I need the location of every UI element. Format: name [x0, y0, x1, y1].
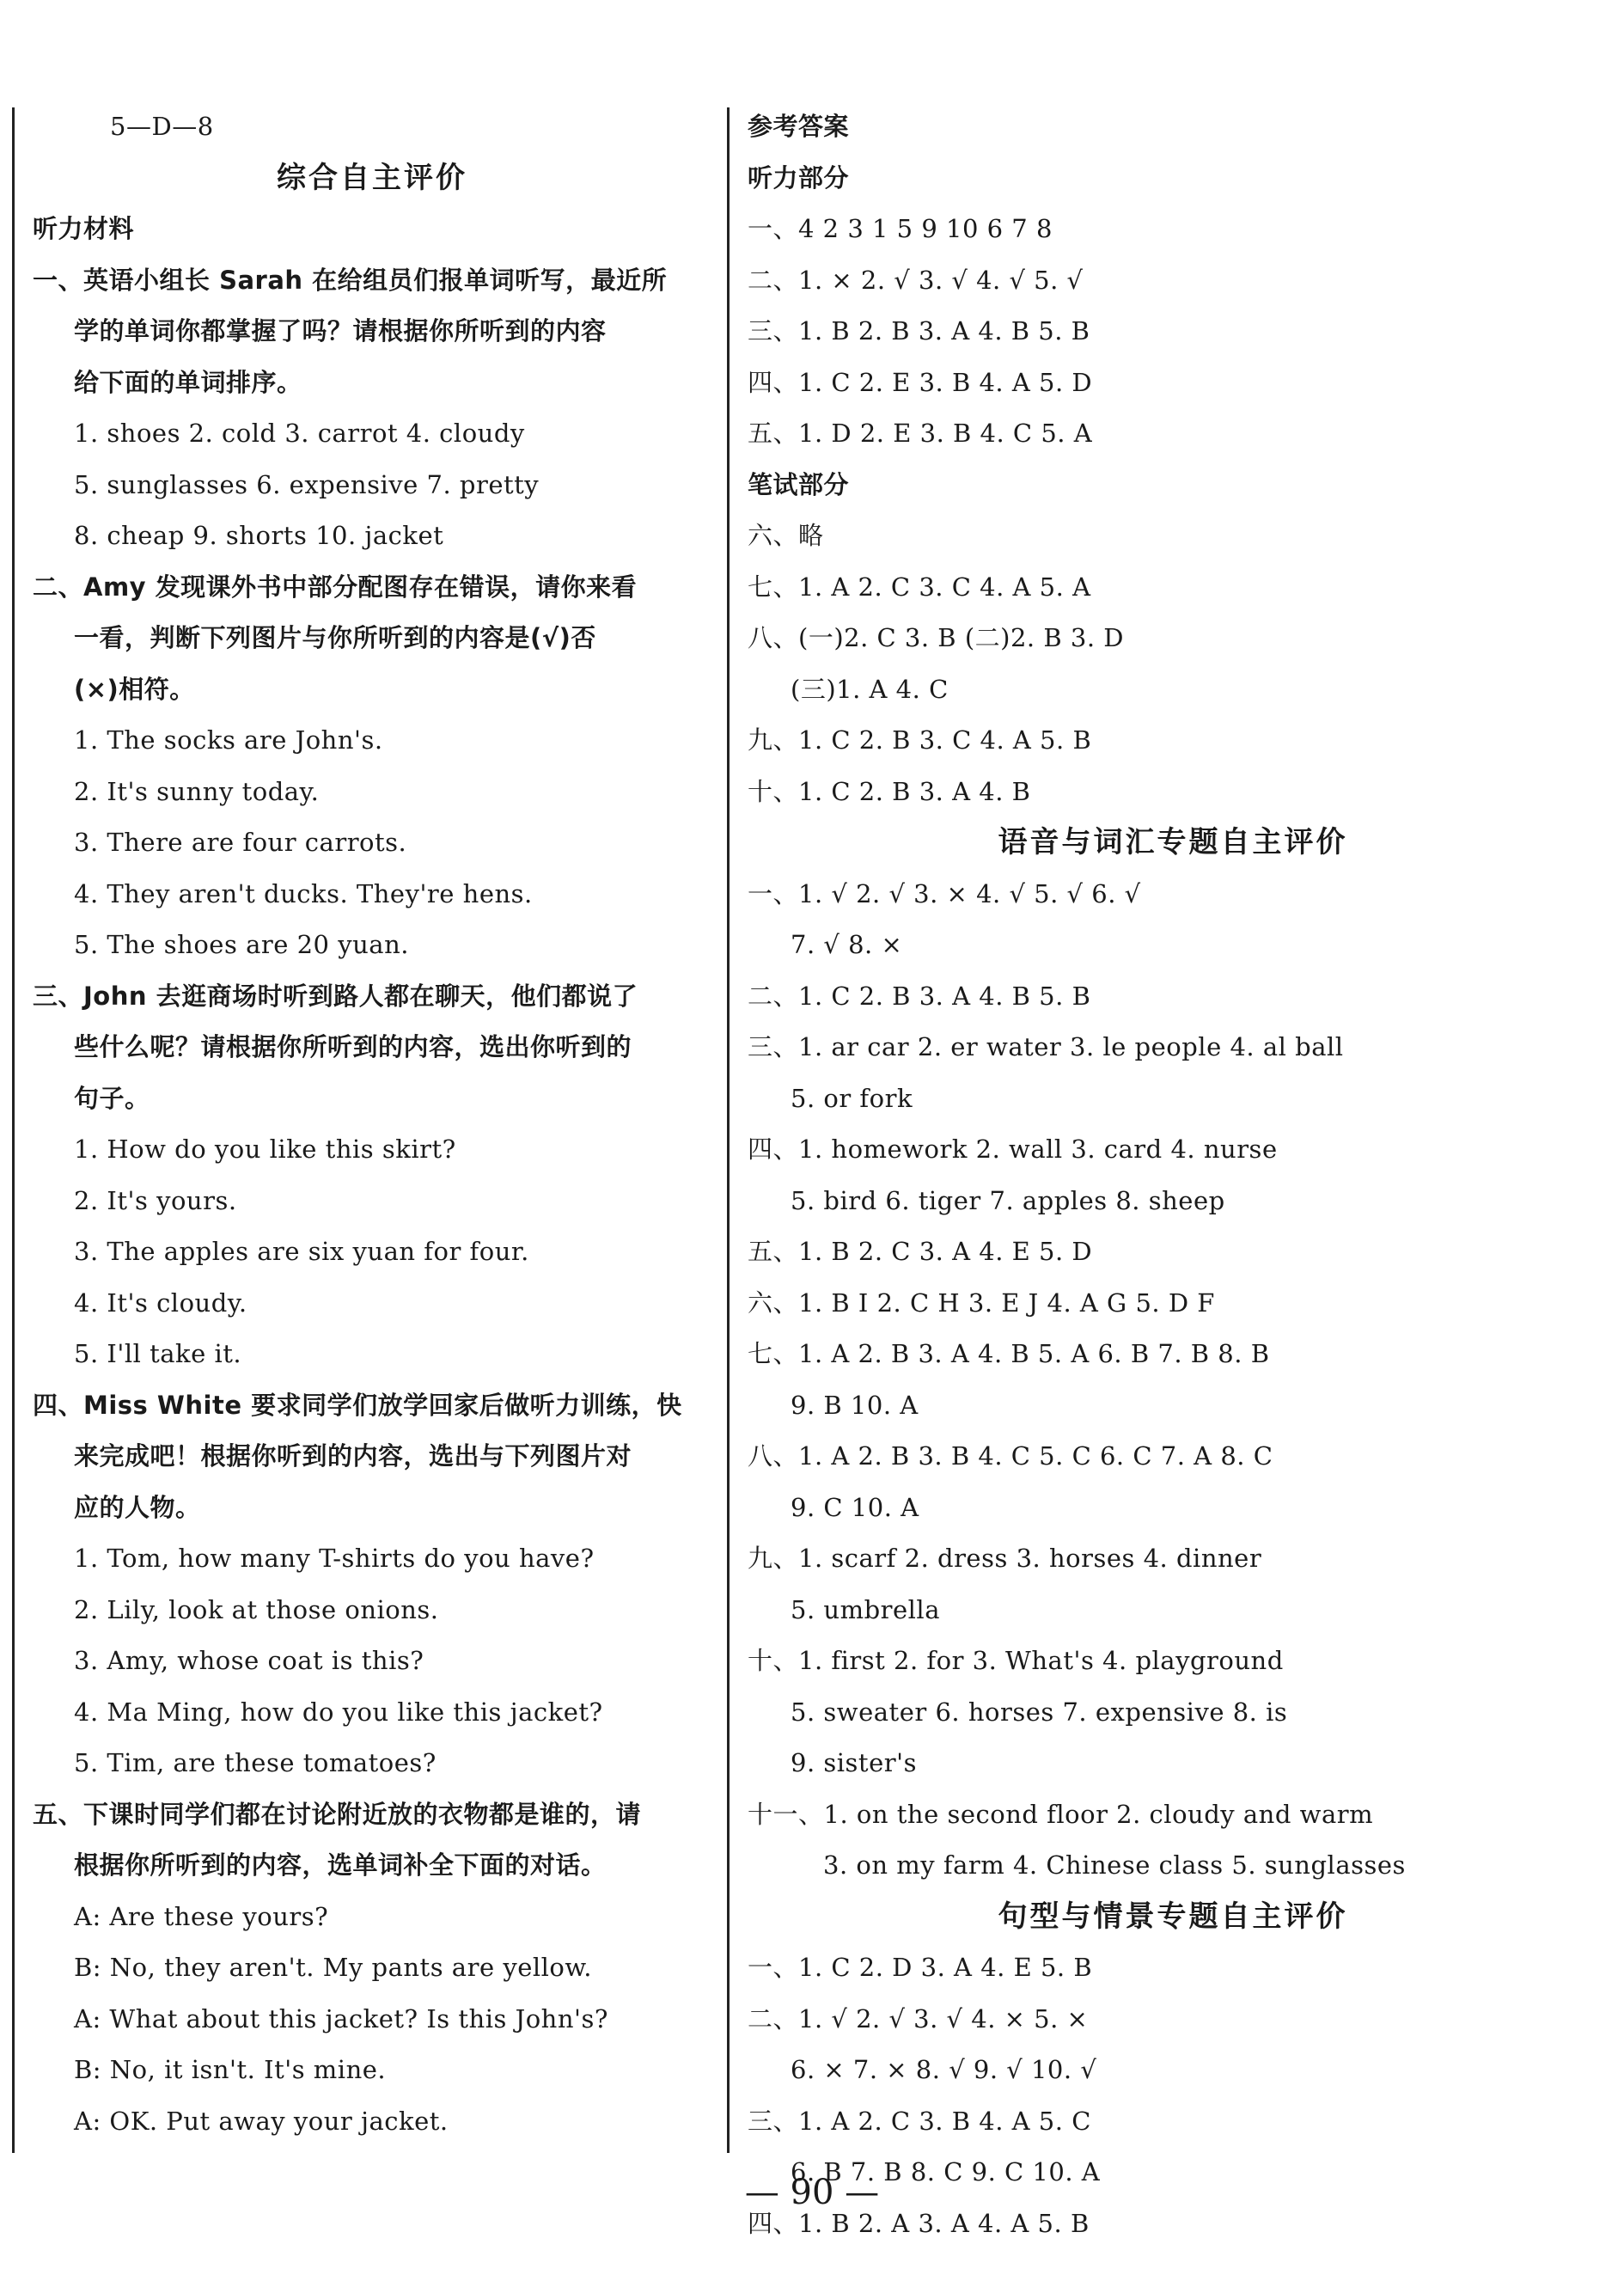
answer-line: 十、1. C 2. B 3. A 4. B	[748, 776, 1031, 806]
answer-line: 八、1. A 2. B 3. B 4. C 5. C 6. C 7. A 8. C	[748, 1441, 1273, 1471]
answer-line: 一、1. √ 2. √ 3. × 4. √ 5. √ 6. √	[748, 878, 1141, 908]
content-line: 2. It's yours.	[74, 1185, 237, 1215]
left-column	[33, 101, 711, 2147]
content-line: B: No, they aren't. My pants are yellow.	[74, 1953, 592, 1982]
answer-line: 三、1. ar car 2. er water 3. le people 4. al ball	[748, 1032, 1344, 1061]
content-line: 1. How do you like this skirt?	[74, 1134, 456, 1164]
answer-line: 八、(一)2. C 3. B (二)2. B 3. D	[748, 623, 1125, 652]
content-line: 7. √ 8. ×	[791, 930, 903, 959]
content-line: 4. Ma Ming, how do you like this jacket?	[74, 1697, 603, 1727]
question-heading: 一、英语小组长 Sarah 在给组员们报单词听写，最近所	[33, 265, 668, 295]
content-line: 1. shoes 2. cold 3. carrot 4. cloudy	[74, 419, 525, 448]
answer-line: 五、1. D 2. E 3. B 4. C 5. A	[748, 419, 1093, 448]
answer-line: 五、1. B 2. C 3. A 4. E 5. D	[748, 1237, 1093, 1266]
question-heading: 听力材料	[33, 214, 135, 243]
content-line: 6. × 7. × 8. √ 9. √ 10. √	[791, 2055, 1097, 2084]
question-heading: 笔试部分	[748, 469, 850, 499]
question-heading-cont: 给下面的单词排序。	[74, 367, 302, 397]
question-heading: 听力部分	[748, 162, 850, 193]
content-line: 5. The shoes are 20 yuan.	[74, 930, 409, 959]
content-line: 3. on my farm 4. Chinese class 5. sunglasses	[823, 1850, 1406, 1880]
question-heading-cont: 些什么呢？请根据你所听到的内容，选出你听到的	[74, 1032, 632, 1061]
content-line: 9. B 10. A	[791, 1390, 919, 1420]
content-line: A: What about this jacket? Is this John's?	[74, 2003, 608, 2033]
left-border-rule	[12, 107, 15, 2153]
answer-line: 二、1. × 2. √ 3. √ 4. √ 5. √	[748, 265, 1084, 295]
question-heading-cont: 学的单词你都掌握了吗？请根据你所听到的内容	[74, 316, 607, 346]
content-line: 5. Tim, are these tomatoes?	[74, 1748, 437, 1777]
content-line: 5. I'll take it.	[74, 1339, 242, 1368]
content-line: 2. Lily, look at those onions.	[74, 1594, 439, 1624]
content-line: A: Are these yours?	[74, 1901, 329, 1931]
content-line: 3. The apples are six yuan for four.	[74, 1237, 529, 1266]
question-heading-cont: 一看，判断下列图片与你所听到的内容是(√)否	[74, 623, 596, 652]
content-line: B: No, it isn't. It's mine.	[74, 2055, 387, 2084]
question-heading: 五、下课时同学们都在讨论附近放的衣物都是谁的，请	[33, 1799, 642, 1829]
section-heading: 综合自主评价	[277, 160, 467, 195]
answer-line: 六、1. B I 2. C H 3. E J 4. A G 5. D F	[748, 1287, 1215, 1318]
content-line: 9. sister's	[791, 1748, 917, 1777]
page-number: — 90 —	[744, 2173, 880, 2212]
question-heading-cont: 来完成吧！根据你听到的内容，选出与下列图片对	[74, 1441, 632, 1471]
content-line: 5. sweater 6. horses 7. expensive 8. is	[791, 1697, 1288, 1727]
content-line: A: OK. Put away your jacket.	[74, 2106, 449, 2136]
answer-line: 三、1. A 2. C 3. B 4. A 5. C	[748, 2106, 1091, 2136]
answer-line: 七、1. A 2. C 3. C 4. A 5. A	[748, 572, 1091, 602]
question-heading-cont: (×)相符。	[74, 674, 195, 704]
content-line: 3. There are four carrots.	[74, 828, 407, 857]
answer-line: 十、1. first 2. for 3. What's 4. playground	[748, 1646, 1284, 1675]
content-line: 3. Amy, whose coat is this?	[74, 1646, 424, 1675]
content-line: 2. It's sunny today.	[74, 776, 320, 806]
content-line: 6. B 7. B 8. C 9. C 10. A	[791, 2157, 1101, 2186]
content-line: 5. sunglasses 6. expensive 7. pretty	[74, 469, 540, 499]
question-heading: 参考答案	[748, 112, 850, 141]
content-line: 4. They aren't ducks. They're hens.	[74, 878, 533, 908]
question-heading: 三、John 去逛商场时听到路人都在聊天，他们都说了	[33, 981, 638, 1011]
answer-line: 四、1. C 2. E 3. B 4. A 5. D	[748, 367, 1093, 397]
answer-line: 九、1. scarf 2. dress 3. horses 4. dinner	[748, 1544, 1262, 1573]
answer-line: 六、略	[748, 521, 824, 550]
section-heading: 句型与情景专题自主评价	[998, 1899, 1348, 1934]
answer-line: 四、1. B 2. A 3. A 4. A 5. B	[748, 2208, 1090, 2238]
answer-line: 九、1. C 2. B 3. C 4. A 5. B	[748, 725, 1092, 755]
content-line: 5—D—8	[110, 112, 214, 141]
answer-line: 四、1. homework 2. wall 3. card 4. nurse	[748, 1134, 1278, 1164]
column-divider	[727, 107, 730, 2153]
content-line: 8. cheap 9. shorts 10. jacket	[74, 521, 444, 550]
answer-line: 一、4 2 3 1 5 9 10 6 7 8	[748, 214, 1053, 243]
section-heading: 语音与词汇专题自主评价	[998, 825, 1348, 859]
question-heading: 二、Amy 发现课外书中部分配图存在错误，请你来看	[33, 572, 638, 602]
question-heading-cont: 应的人物。	[74, 1492, 201, 1522]
answer-line: 二、1. C 2. B 3. A 4. B 5. B	[748, 981, 1091, 1011]
right-column	[748, 101, 1598, 2249]
answer-line: 一、1. C 2. D 3. A 4. E 5. B	[748, 1953, 1093, 1982]
content-line: 1. Tom, how many T-shirts do you have?	[74, 1544, 595, 1573]
content-line: 1. The socks are John's.	[74, 725, 383, 755]
question-heading-cont: 句子。	[74, 1083, 150, 1113]
answer-line: 三、1. B 2. B 3. A 4. B 5. B	[748, 316, 1090, 346]
content-line: (三)1. A 4. C	[791, 674, 949, 704]
question-heading-cont: 根据你所听到的内容，选单词补全下面的对话。	[74, 1850, 607, 1880]
content-line: 5. or fork	[791, 1083, 913, 1113]
content-line: 5. bird 6. tiger 7. apples 8. sheep	[791, 1185, 1225, 1215]
content-line: 4. It's cloudy.	[74, 1287, 247, 1318]
answer-line: 十一、1. on the second floor 2. cloudy and warm	[748, 1799, 1374, 1829]
answer-line: 二、1. √ 2. √ 3. √ 4. × 5. ×	[748, 2003, 1089, 2033]
answer-line: 七、1. A 2. B 3. A 4. B 5. A 6. B 7. B 8. B	[748, 1339, 1270, 1368]
content-line: 5. umbrella	[791, 1594, 940, 1624]
question-heading: 四、Miss White 要求同学们放学回家后做听力训练，快	[33, 1390, 682, 1420]
content-line: 9. C 10. A	[791, 1492, 919, 1522]
